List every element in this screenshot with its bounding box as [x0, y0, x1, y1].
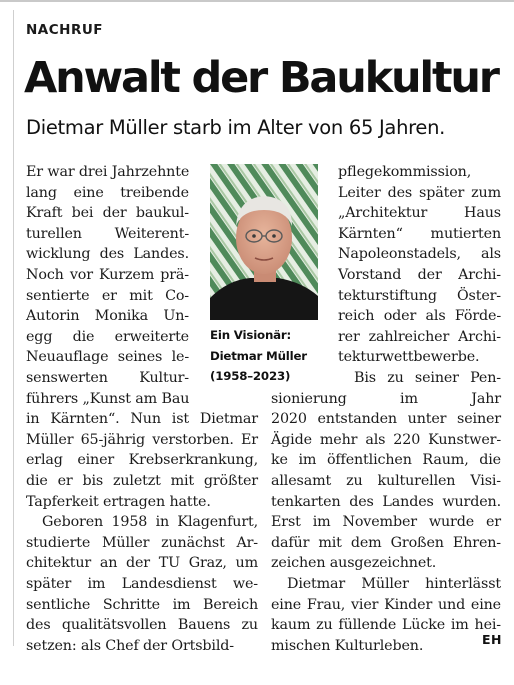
article-text-line: tekturwettbewerbe. [338, 349, 480, 366]
article-text-line: Tapferkeit ertragen hatte. [26, 493, 211, 510]
article-text-line: erlag einer Krebserkrankung, [26, 452, 258, 469]
article-text-line: Autorin Monika Un- [26, 308, 189, 325]
article-text-line: Ägide mehr als 220 Kunstwer- [271, 431, 501, 448]
photo-caption-line: Dietmar Müller [210, 348, 307, 363]
article-text-line: später im Landesdienst we- [26, 576, 258, 592]
portrait-photo [210, 164, 318, 320]
author-initials: EH [481, 632, 502, 647]
photo-caption-line: Ein Visionär: [210, 328, 292, 342]
article-text-line: die er bis zuletzt mit größter [26, 473, 258, 489]
article-text-line: Napoleonstadels, als [338, 246, 501, 263]
article-text-line: setzen: als Chef der Ortsbild- [26, 637, 234, 654]
article-text-line: führers „Kunst am Bau [26, 390, 190, 407]
article-text-line: Neuauflage seines le- [26, 349, 189, 366]
article-text-line: des qualitätsvollen Bauens zu [26, 617, 258, 634]
article-text-line: lang eine treibende [26, 184, 189, 201]
article-text-line: in Kärnten“. Nun ist Dietmar [26, 411, 258, 428]
article-text-line: mischen Kulturleben. [271, 637, 424, 654]
article-text-line: Kraft bei der baukul- [26, 205, 189, 222]
article-text-line: sionierung im Jahr [271, 390, 501, 407]
article-text-line: dafür mit dem Großen Ehren- [271, 534, 501, 551]
article-text-line: Noch vor Kurzem prä- [26, 267, 189, 283]
left-column-rule [13, 10, 14, 646]
article-text-line: zeichen ausgezeichnet. [271, 555, 437, 572]
article-text-line: reich oder als Förde- [338, 308, 501, 325]
article-text-line: senswerten Kultur- [26, 370, 189, 386]
article-text-line: 2020 entstanden unter seiner [271, 411, 501, 428]
article-text-line: ke im öffentlichen Raum, die [271, 452, 501, 469]
article-text-line: Bis zu seiner Pen- [354, 370, 501, 386]
article-text-line: tekturstiftung Öster- [338, 287, 501, 304]
article-text-line: sentliche Schritte im Bereich [26, 596, 258, 613]
article-text-line: Erst im November wurde er [271, 514, 501, 531]
top-rule [0, 0, 514, 2]
article-text-line: „Architektur Haus [338, 205, 501, 222]
article-text-line: Geboren 1958 in Klagenfurt, [42, 514, 258, 531]
article-text-line: eine Frau, vier Kinder und eine [271, 596, 501, 613]
article-text-line: Leiter des später zum [338, 184, 501, 201]
article-text-line: Kärnten“ mutierten [338, 225, 501, 242]
article-text-line: chitektur an der TU Graz, um [26, 555, 258, 572]
article-text-line: tenkarten des Landes wurden. [271, 493, 501, 510]
article-text-line: rer zahlreicher Archi- [338, 328, 501, 345]
article-text-line: Vorstand der Archi- [338, 267, 501, 283]
article-text-line: turellen Weiterent- [26, 225, 189, 242]
headline: Anwalt der Baukultur [24, 53, 498, 103]
article-text-line: allesamt zu kulturellen Visi- [271, 473, 501, 489]
subheadline: Dietmar Müller starb im Alter von 65 Jahren. [26, 116, 446, 139]
article-text-line: pflegekommission, [338, 164, 472, 180]
article-text-line: Dietmar Müller hinterlässt [287, 576, 501, 592]
article-text-line: egg die erweiterte [26, 328, 189, 345]
article-text-line: Er war drei Jahrzehnte [26, 164, 190, 180]
portrait-illustration [210, 164, 318, 320]
article-text-line: wicklung des Landes. [26, 246, 189, 263]
article-text-line: Müller 65-jährig verstorben. Er [26, 431, 258, 448]
article-text-line: kaum zu füllende Lücke im hei- [271, 617, 501, 634]
article-text-line: sentierte er mit Co- [26, 287, 189, 304]
article-text-line: studierte Müller zunächst Ar- [26, 534, 258, 551]
photo-caption-line: (1958–2023) [210, 369, 291, 384]
section-kicker: NACHRUF [26, 22, 104, 38]
